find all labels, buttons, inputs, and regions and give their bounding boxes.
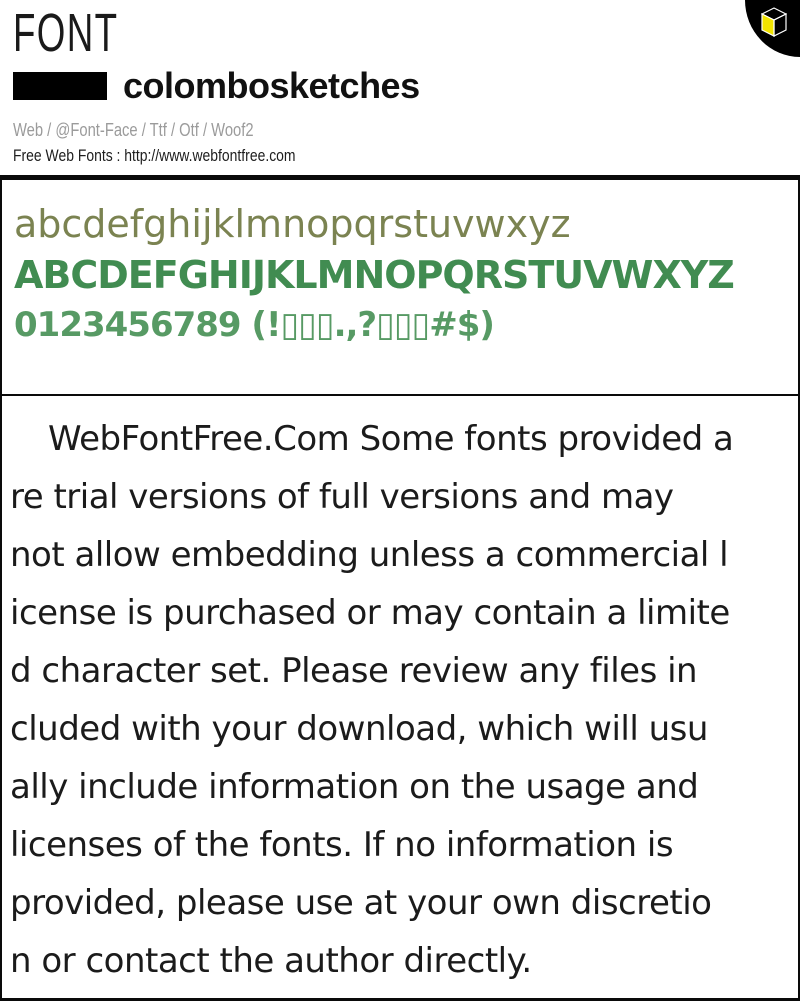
license-line: cluded with your download, which will usu <box>10 709 708 749</box>
source-url[interactable]: Free Web Fonts : http://www.webfontfree.com <box>13 146 296 165</box>
site-title: FONT <box>13 3 119 63</box>
numerals-preview: 0123456789 (!▯▯▯.,?▯▯▯#$) <box>14 305 494 345</box>
uppercase-preview: ABCDEFGHIJKLMNOPQRSTUVWXYZ <box>14 253 734 297</box>
license-text-box <box>0 396 800 1001</box>
license-line: n or contact the author directly. <box>10 941 532 981</box>
alphabet-preview-box <box>0 180 800 396</box>
license-line: d character set. Please review any files in <box>10 651 698 691</box>
license-text <box>10 410 798 990</box>
page-header <box>0 0 800 175</box>
license-line: re trial versions of full versions and may <box>10 477 674 517</box>
license-line: not allow embedding unless a commercial l <box>10 535 729 575</box>
license-line: icense is purchased or may contain a limite <box>10 593 730 633</box>
license-line: ally include information on the usage and <box>10 767 699 807</box>
font-name: colombosketches <box>123 65 420 106</box>
license-line: provided, please use at your own discretio <box>10 883 712 923</box>
lowercase-preview: abcdefghijklmnopqrstuvwxyz <box>14 202 571 246</box>
black-swatch <box>13 72 107 100</box>
font-formats: Web / @Font-Face / Ttf / Otf / Woof2 <box>13 120 254 140</box>
license-line: licenses of the fonts. If no information is <box>10 825 674 865</box>
license-line: WebFontFree.Com Some fonts provided a <box>48 419 734 459</box>
